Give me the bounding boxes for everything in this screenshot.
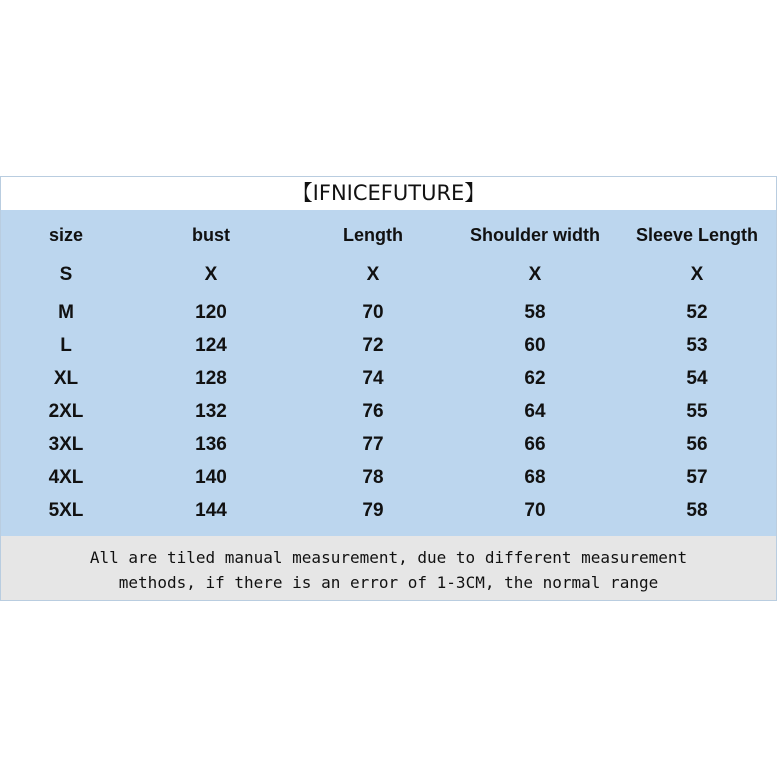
header-sleeve-length: Sleeve Length xyxy=(635,225,759,245)
measurement-note xyxy=(1,536,776,600)
size-table xyxy=(1,210,776,536)
cell-sleeve-length: 57 xyxy=(686,467,708,488)
header-shoulder-width: Shoulder width xyxy=(470,225,600,245)
cell-bust: 128 xyxy=(195,368,227,389)
cell-shoulder-width: 60 xyxy=(524,335,546,356)
cell-bust: 124 xyxy=(195,335,227,356)
chart-title: 【IFNICEFUTURE】 xyxy=(1,177,776,209)
cell-length: 78 xyxy=(362,467,384,488)
cell-sleeve-length: 55 xyxy=(686,401,708,422)
cell-shoulder-width: 68 xyxy=(524,467,546,488)
cell-size: 4XL xyxy=(48,467,84,488)
header-size: size xyxy=(48,225,84,245)
cell-bust: X xyxy=(204,264,218,285)
cell-size: M xyxy=(58,302,74,323)
cell-bust: 120 xyxy=(195,302,227,323)
cell-shoulder-width: X xyxy=(528,264,542,285)
cell-length: 79 xyxy=(362,500,384,521)
cell-length: 76 xyxy=(362,401,384,422)
cell-size: L xyxy=(60,335,72,356)
cell-size: 5XL xyxy=(48,500,84,521)
cell-shoulder-width: 62 xyxy=(524,368,546,389)
cell-shoulder-width: 58 xyxy=(524,302,546,323)
cell-sleeve-length: 58 xyxy=(686,500,708,521)
cell-shoulder-width: 66 xyxy=(524,434,546,455)
cell-shoulder-width: 70 xyxy=(524,500,546,521)
header-length: Length xyxy=(343,225,403,245)
cell-length: 72 xyxy=(362,335,384,356)
cell-sleeve-length: X xyxy=(690,264,704,285)
size-chart xyxy=(0,176,777,601)
cell-length: 77 xyxy=(362,434,384,455)
cell-bust: 136 xyxy=(195,434,227,455)
cell-length: 70 xyxy=(362,302,384,323)
note-line-2: methods, if there is an error of 1-3CM, the normal range xyxy=(118,573,659,592)
cell-bust: 132 xyxy=(195,401,227,422)
cell-shoulder-width: 64 xyxy=(524,401,546,422)
cell-size: 2XL xyxy=(48,401,84,422)
cell-bust: 140 xyxy=(195,467,227,488)
cell-size: S xyxy=(59,264,73,285)
note-line-1: All are tiled manual measurement, due to different measurement xyxy=(89,548,688,567)
cell-size: 3XL xyxy=(48,434,84,455)
cell-sleeve-length: 54 xyxy=(686,368,708,389)
cell-length: 74 xyxy=(362,368,384,389)
cell-bust: 144 xyxy=(195,500,227,521)
cell-length: X xyxy=(366,264,380,285)
header-bust: bust xyxy=(192,225,230,245)
cell-sleeve-length: 53 xyxy=(686,335,708,356)
cell-size: XL xyxy=(53,368,79,389)
cell-sleeve-length: 56 xyxy=(686,434,708,455)
cell-sleeve-length: 52 xyxy=(686,302,708,323)
